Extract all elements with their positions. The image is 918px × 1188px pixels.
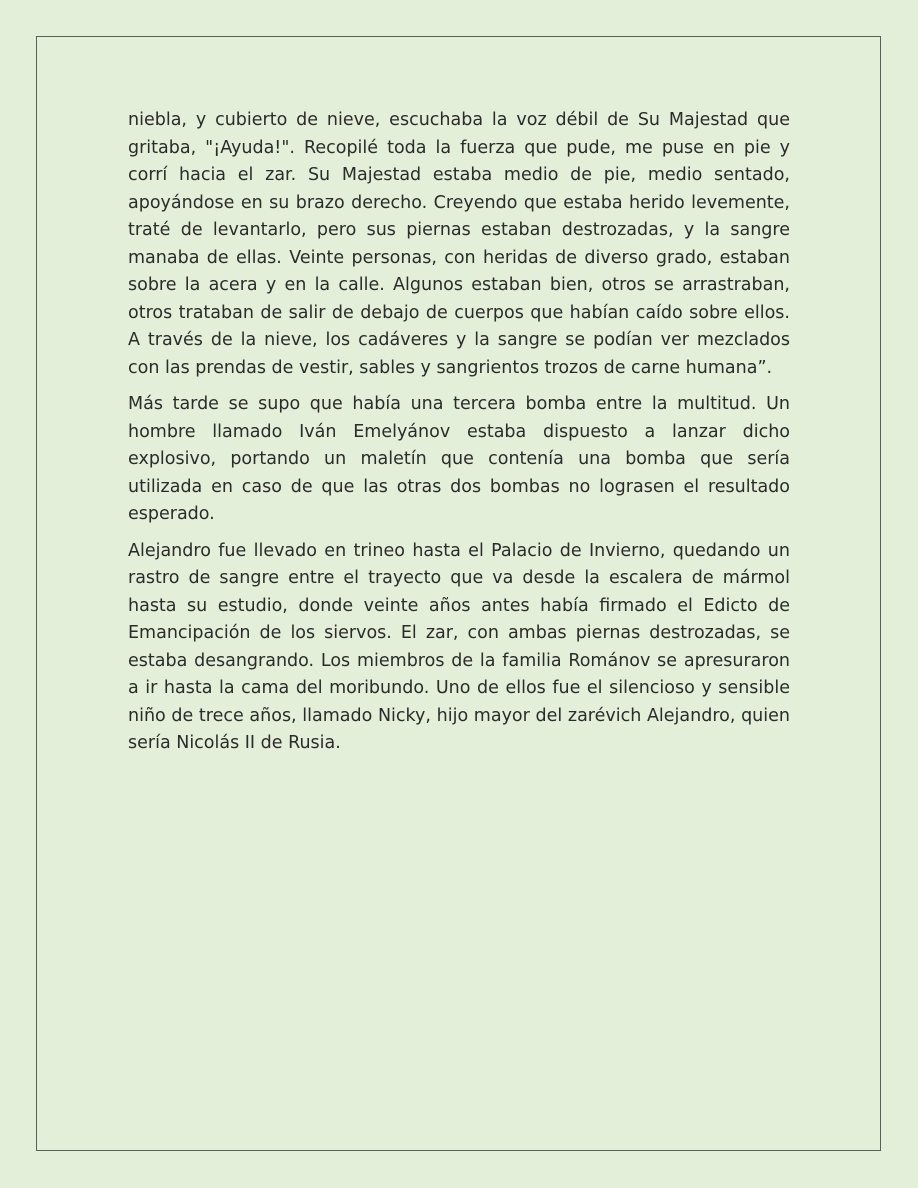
paragraph-2: Más tarde se supo que había una tercera bomba entre la multitud. Un hombre llamado Iván Emelyánov estaba dispuesto a lanzar dicho explosivo, portando un maletín que contenía una bomba que sería utilizada en caso de que las otras dos bombas no lograsen el resultado esperado. bbox=[128, 394, 790, 524]
paragraph-1: niebla, y cubierto de nieve, escuchaba la voz débil de Su Majestad que gritaba, "¡Ayuda!". Recopilé toda la fuerza que pude, me puse en pie y corrí hacia el zar. Su Majestad estaba medio de pie, medio sentado, apoyándose en su brazo derecho. Creyendo que estaba herido levemente, traté de levantarlo, pero sus piernas estaban destrozadas, y la sangre manaba de ellas. Veinte personas, con heridas de diverso grado, estaban sobre la acera y en la calle. Algunos estaban bien, otros se arrastraban, otros trataban de salir de debajo de cuerpos que habían caído sobre ellos. A través de la nieve, los cadáveres y la sangre se podían ver mezclados con las prendas de vestir, sables y sangrientos trozos de carne humana”. bbox=[128, 110, 790, 378]
document-body bbox=[128, 107, 790, 767]
paragraph-3: Alejandro fue llevado en trineo hasta el Palacio de Invierno, quedando un rastro de sangre entre el trayecto que va desde la escalera de mármol hasta su estudio, donde veinte años antes había firmado el Edicto de Emancipación de los siervos. El zar, con ambas piernas destrozadas, se estaba desangrando. Los miembros de la familia Románov se apresuraron a ir hasta la cama del moribundo. Uno de ellos fue el silencioso y sensible niño de trece años, llamado Nicky, hijo mayor del zarévich Alejandro, quien sería Nicolás II de Rusia. bbox=[128, 540, 790, 753]
